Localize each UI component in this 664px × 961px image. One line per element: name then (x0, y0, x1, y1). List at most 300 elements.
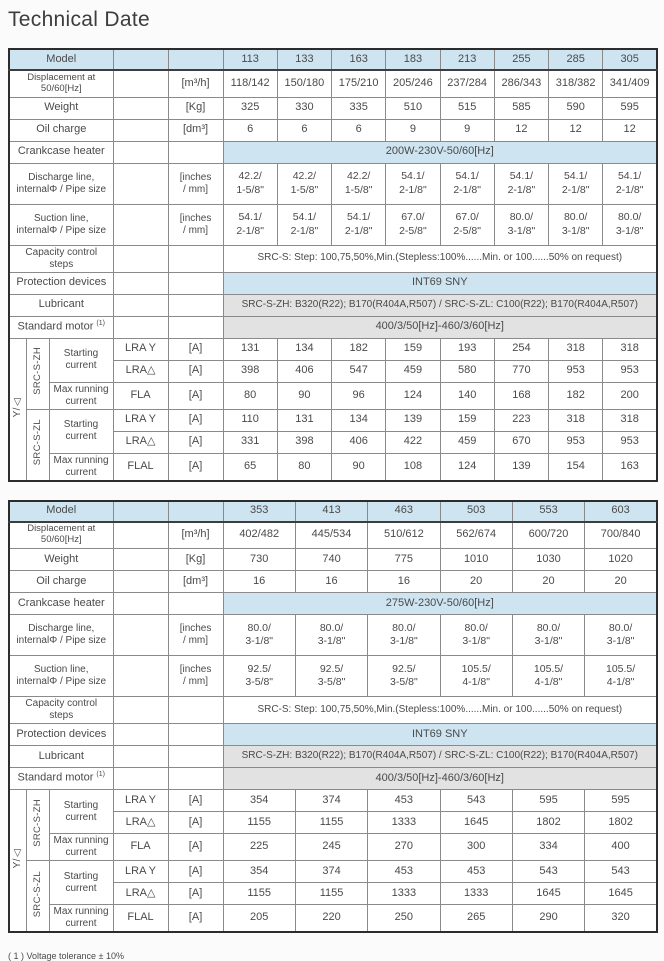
value-cell: 250 (368, 905, 440, 933)
value-cell: 80.0/ 3-1/8" (295, 615, 367, 656)
table-row (9, 382, 657, 409)
table-cell (113, 97, 168, 119)
value-cell: 182 (332, 338, 386, 360)
table-row (9, 697, 657, 724)
value-cell: 254 (494, 338, 548, 360)
value-cell: 42.2/ 1-5/8" (223, 163, 277, 204)
row-label-max-running-current: Max running current (49, 382, 113, 409)
table-row (9, 656, 657, 697)
value-cell: 105.5/ 4-1/8" (512, 656, 584, 697)
value-cell: 1802 (585, 812, 657, 834)
table-cell (113, 656, 168, 697)
table-row (9, 593, 657, 615)
value-cell: 1155 (295, 812, 367, 834)
row-label-lubricant: Lubricant (9, 746, 113, 768)
sub-label: FLAL (113, 453, 168, 481)
unit-cell: [inches / mm] (168, 615, 223, 656)
value-cell: 80.0/ 3-1/8" (585, 615, 657, 656)
value-cell: 96 (332, 382, 386, 409)
value-cell: 54.1/ 2-1/8" (494, 163, 548, 204)
value-cell: 770 (494, 360, 548, 382)
table-cell (168, 697, 223, 724)
unit-cell: [dm³] (168, 571, 223, 593)
value-cell: 54.1/ 2-1/8" (440, 163, 494, 204)
unit-cell: [A] (168, 360, 223, 382)
unit-cell: [inches / mm] (168, 656, 223, 697)
ydelta-label-text: Y/△ (11, 395, 23, 418)
merged-value-cell: SRC-S: Step: 100,75,50%,Min.(Stepless:100%......Min. or 100......50% on request) (223, 245, 657, 272)
row-label-standard-motor: Standard motor $^{(1)}$ (9, 316, 113, 338)
table-row (9, 834, 657, 861)
value-cell: 290 (512, 905, 584, 933)
group-label-src-s-zh-text: SRC-S-ZH (31, 347, 43, 396)
unit-cell: [A] (168, 431, 223, 453)
row-label-protection-devices: Protection devices (9, 272, 113, 294)
value-cell: 265 (440, 905, 512, 933)
ydelta-label-text: Y/△ (11, 847, 23, 869)
value-cell: 92.5/ 3-5/8" (295, 656, 367, 697)
table-row (9, 409, 657, 431)
unit-cell: [dm³] (168, 119, 223, 141)
value-cell: 134 (277, 338, 331, 360)
unit-cell: [A] (168, 453, 223, 481)
value-cell: 105.5/ 4-1/8" (585, 656, 657, 697)
model-cell: 133 (277, 49, 331, 70)
value-cell: 12 (494, 119, 548, 141)
unit-cell: [A] (168, 883, 223, 905)
table-cell (113, 571, 168, 593)
value-cell: 200 (603, 382, 657, 409)
table-cell (113, 768, 168, 790)
row-label-capacity-control: Capacity control steps (9, 697, 113, 724)
merged-value-cell: SRC-S-ZH: B320(R22); B170(R404A,R507) / SRC-S-ZL: C100(R22); B170(R404A,R507) (223, 746, 657, 768)
value-cell: 225 (223, 834, 295, 861)
value-cell: 590 (549, 97, 603, 119)
table-row (9, 119, 657, 141)
value-cell: 398 (223, 360, 277, 382)
value-cell: 398 (277, 431, 331, 453)
row-label-displacement: Displacement at 50/60[Hz] (9, 70, 113, 97)
value-cell: 6 (223, 119, 277, 141)
spec-table-1-container (8, 48, 656, 482)
value-cell: 354 (223, 861, 295, 883)
unit-cell: [A] (168, 834, 223, 861)
value-cell: 90 (332, 453, 386, 481)
table-cell (113, 204, 168, 245)
ydelta-label (9, 338, 26, 481)
table-row (9, 338, 657, 360)
table-cell (168, 316, 223, 338)
unit-cell: [A] (168, 861, 223, 883)
sub-label: LRA Y (113, 790, 168, 812)
table-cell (168, 49, 223, 70)
value-cell: 1645 (440, 812, 512, 834)
value-cell: 459 (386, 360, 440, 382)
sub-label: FLA (113, 834, 168, 861)
value-cell: 220 (295, 905, 367, 933)
row-label-standard-motor: Standard motor $^{(1)}$ (9, 768, 113, 790)
table-cell (168, 593, 223, 615)
value-cell: 124 (386, 382, 440, 409)
value-cell: 139 (494, 453, 548, 481)
value-cell: 330 (277, 97, 331, 119)
value-cell: 1333 (368, 883, 440, 905)
value-cell: 543 (440, 790, 512, 812)
value-cell: 374 (295, 790, 367, 812)
value-cell: 80.0/ 3-1/8" (440, 615, 512, 656)
value-cell: 953 (549, 360, 603, 382)
group-label-src-s-zh (26, 790, 49, 861)
value-cell: 223 (494, 409, 548, 431)
row-label-starting-current: Starting current (49, 338, 113, 382)
value-cell: 331 (223, 431, 277, 453)
value-cell: 237/284 (440, 70, 494, 97)
group-label-src-s-zl (26, 409, 49, 481)
unit-cell: [inches / mm] (168, 163, 223, 204)
value-cell: 510 (386, 97, 440, 119)
sub-label: LRA△ (113, 883, 168, 905)
value-cell: 54.1/ 2-1/8" (223, 204, 277, 245)
table-cell (113, 615, 168, 656)
value-cell: 168 (494, 382, 548, 409)
value-cell: 953 (549, 431, 603, 453)
value-cell: 953 (603, 360, 657, 382)
value-cell: 453 (440, 861, 512, 883)
table-cell (113, 119, 168, 141)
model-row-label: Model (9, 501, 113, 522)
value-cell: 124 (440, 453, 494, 481)
sub-label: FLAL (113, 905, 168, 933)
merged-value-cell: SRC-S: Step: 100,75,50%,Min.(Stepless:100%......Min. or 100......50% on request) (223, 697, 657, 724)
value-cell: 700/840 (585, 522, 657, 549)
value-cell: 1155 (295, 883, 367, 905)
value-cell: 422 (386, 431, 440, 453)
model-cell: 183 (386, 49, 440, 70)
table-row (9, 141, 657, 163)
value-cell: 6 (277, 119, 331, 141)
value-cell: 1333 (368, 812, 440, 834)
value-cell: 42.2/ 1-5/8" (277, 163, 331, 204)
table-row (9, 768, 657, 790)
table-row (9, 245, 657, 272)
row-label-starting-current: Starting current (49, 861, 113, 905)
table-row (9, 97, 657, 119)
group-label-src-s-zl (26, 861, 49, 933)
table-cell (168, 245, 223, 272)
table-cell (168, 768, 223, 790)
table-cell (168, 724, 223, 746)
value-cell: 1802 (512, 812, 584, 834)
value-cell: 953 (603, 431, 657, 453)
table-row (9, 746, 657, 768)
value-cell: 20 (585, 571, 657, 593)
merged-value-cell: 400/3/50[Hz]-460/3/60[Hz] (223, 316, 657, 338)
table-row (9, 615, 657, 656)
value-cell: 54.1/ 2-1/8" (549, 163, 603, 204)
ydelta-label (9, 790, 26, 933)
value-cell: 118/142 (223, 70, 277, 97)
table-row (9, 204, 657, 245)
value-cell: 1155 (223, 812, 295, 834)
row-label-oil-charge: Oil charge (9, 119, 113, 141)
table-cell (113, 272, 168, 294)
value-cell: 318 (549, 409, 603, 431)
value-cell: 205/246 (386, 70, 440, 97)
value-cell: 335 (332, 97, 386, 119)
value-cell: 193 (440, 338, 494, 360)
value-cell: 54.1/ 2-1/8" (386, 163, 440, 204)
value-cell: 16 (223, 571, 295, 593)
value-cell: 110 (223, 409, 277, 431)
unit-cell: [A] (168, 338, 223, 360)
row-label-weight: Weight (9, 97, 113, 119)
merged-value-cell: 275W-230V-50/60[Hz] (223, 593, 657, 615)
unit-cell: [A] (168, 790, 223, 812)
value-cell: 1030 (512, 549, 584, 571)
value-cell: 80.0/ 3-1/8" (512, 615, 584, 656)
value-cell: 182 (549, 382, 603, 409)
sub-label: LRA△ (113, 360, 168, 382)
table-row (9, 571, 657, 593)
value-cell: 80.0/ 3-1/8" (368, 615, 440, 656)
value-cell: 270 (368, 834, 440, 861)
value-cell: 9 (386, 119, 440, 141)
value-cell: 139 (386, 409, 440, 431)
table-cell (113, 49, 168, 70)
table-cell (113, 70, 168, 97)
row-label-starting-current: Starting current (49, 409, 113, 453)
row-label-discharge-line: Discharge line, internalΦ / Pipe size (9, 163, 113, 204)
table-cell (168, 501, 223, 522)
model-row-label: Model (9, 49, 113, 70)
value-cell: 67.0/ 2-5/8" (386, 204, 440, 245)
table-cell (113, 163, 168, 204)
value-cell: 1333 (440, 883, 512, 905)
sub-label: LRA Y (113, 409, 168, 431)
table-cell (168, 141, 223, 163)
value-cell: 12 (549, 119, 603, 141)
table-cell (113, 141, 168, 163)
model-cell: 255 (494, 49, 548, 70)
value-cell: 1020 (585, 549, 657, 571)
value-cell: 159 (386, 338, 440, 360)
value-cell: 775 (368, 549, 440, 571)
value-cell: 54.1/ 2-1/8" (603, 163, 657, 204)
value-cell: 42.2/ 1-5/8" (332, 163, 386, 204)
model-cell: 213 (440, 49, 494, 70)
value-cell: 92.5/ 3-5/8" (223, 656, 295, 697)
row-label-crankcase-heater: Crankcase heater (9, 593, 113, 615)
value-cell: 402/482 (223, 522, 295, 549)
spec-table-2 (8, 500, 658, 934)
row-label-max-running-current: Max running current (49, 453, 113, 481)
value-cell: 453 (368, 790, 440, 812)
sub-label: LRA△ (113, 431, 168, 453)
value-cell: 453 (368, 861, 440, 883)
group-label-src-s-zl-text: SRC-S-ZL (31, 870, 43, 917)
value-cell: 80.0/ 3-1/8" (494, 204, 548, 245)
value-cell: 80.0/ 3-1/8" (603, 204, 657, 245)
table-cell (113, 294, 168, 316)
model-cell: 285 (549, 49, 603, 70)
page-title: Technical Date (8, 8, 150, 31)
row-label-suction-line: Suction line, internalΦ / Pipe size (9, 656, 113, 697)
value-cell: 595 (512, 790, 584, 812)
value-cell: 80 (277, 453, 331, 481)
table-row (9, 453, 657, 481)
table-cell (113, 593, 168, 615)
table-cell (168, 294, 223, 316)
table-row (9, 522, 657, 549)
row-label-max-running-current: Max running current (49, 834, 113, 861)
value-cell: 54.1/ 2-1/8" (332, 204, 386, 245)
value-cell: 1010 (440, 549, 512, 571)
value-cell: 1155 (223, 883, 295, 905)
value-cell: 543 (585, 861, 657, 883)
value-cell: 245 (295, 834, 367, 861)
value-cell: 65 (223, 453, 277, 481)
value-cell: 80.0/ 3-1/8" (549, 204, 603, 245)
value-cell: 131 (223, 338, 277, 360)
value-cell: 600/720 (512, 522, 584, 549)
table-row (9, 724, 657, 746)
value-cell: 20 (512, 571, 584, 593)
row-label-discharge-line: Discharge line, internalΦ / Pipe size (9, 615, 113, 656)
value-cell: 1645 (585, 883, 657, 905)
value-cell: 67.0/ 2-5/8" (440, 204, 494, 245)
value-cell: 341/409 (603, 70, 657, 97)
value-cell: 140 (440, 382, 494, 409)
merged-value-cell: SRC-S-ZH: B320(R22); B170(R404A,R507) / SRC-S-ZL: C100(R22); B170(R404A,R507) (223, 294, 657, 316)
merged-value-cell: 200W-230V-50/60[Hz] (223, 141, 657, 163)
table-row (9, 905, 657, 933)
value-cell: 318 (603, 338, 657, 360)
row-label-crankcase-heater: Crankcase heater (9, 141, 113, 163)
unit-cell: [Kg] (168, 549, 223, 571)
table-row (9, 70, 657, 97)
value-cell: 154 (549, 453, 603, 481)
value-cell: 547 (332, 360, 386, 382)
unit-cell: [A] (168, 409, 223, 431)
value-cell: 300 (440, 834, 512, 861)
table-cell (168, 272, 223, 294)
footnote-marker: (1) (96, 771, 105, 779)
table-row (9, 549, 657, 571)
group-label-src-s-zh-text: SRC-S-ZH (31, 798, 43, 847)
value-cell: 585 (494, 97, 548, 119)
value-cell: 730 (223, 549, 295, 571)
model-cell: 603 (585, 501, 657, 522)
row-label-max-running-current: Max running current (49, 905, 113, 933)
sub-label: LRA Y (113, 861, 168, 883)
group-label-src-s-zl-text: SRC-S-ZL (31, 419, 43, 466)
table-cell (113, 245, 168, 272)
model-cell: 353 (223, 501, 295, 522)
model-cell: 305 (603, 49, 657, 70)
value-cell: 80.0/ 3-1/8" (223, 615, 295, 656)
unit-cell: [m³/h] (168, 70, 223, 97)
group-label-src-s-zh (26, 338, 49, 409)
value-cell: 318/382 (549, 70, 603, 97)
spec-table-2-container (8, 500, 656, 934)
value-cell: 374 (295, 861, 367, 883)
value-cell: 12 (603, 119, 657, 141)
value-cell: 740 (295, 549, 367, 571)
value-cell: 9 (440, 119, 494, 141)
value-cell: 445/534 (295, 522, 367, 549)
value-cell: 354 (223, 790, 295, 812)
table-row (9, 163, 657, 204)
value-cell: 163 (603, 453, 657, 481)
value-cell: 670 (494, 431, 548, 453)
unit-cell: [m³/h] (168, 522, 223, 549)
table-cell (113, 724, 168, 746)
unit-cell: [A] (168, 382, 223, 409)
row-label-starting-current: Starting current (49, 790, 113, 834)
row-label-oil-charge: Oil charge (9, 571, 113, 593)
table-cell (113, 746, 168, 768)
value-cell: 543 (512, 861, 584, 883)
value-cell: 595 (603, 97, 657, 119)
value-cell: 150/180 (277, 70, 331, 97)
row-label-protection-devices: Protection devices (9, 724, 113, 746)
row-label-lubricant: Lubricant (9, 294, 113, 316)
row-label-displacement: Displacement at 50/60[Hz] (9, 522, 113, 549)
merged-value-cell: INT69 SNY (223, 724, 657, 746)
row-label-suction-line: Suction line, internalΦ / Pipe size (9, 204, 113, 245)
value-cell: 92.5/ 3-5/8" (368, 656, 440, 697)
value-cell: 6 (332, 119, 386, 141)
value-cell: 134 (332, 409, 386, 431)
value-cell: 406 (332, 431, 386, 453)
value-cell: 562/674 (440, 522, 512, 549)
model-cell: 463 (368, 501, 440, 522)
value-cell: 1645 (512, 883, 584, 905)
model-cell: 113 (223, 49, 277, 70)
value-cell: 318 (603, 409, 657, 431)
unit-cell: [Kg] (168, 97, 223, 119)
value-cell: 334 (512, 834, 584, 861)
value-cell: 90 (277, 382, 331, 409)
value-cell: 108 (386, 453, 440, 481)
table-row (9, 861, 657, 883)
value-cell: 16 (368, 571, 440, 593)
merged-value-cell: INT69 SNY (223, 272, 657, 294)
table-cell (113, 549, 168, 571)
value-cell: 20 (440, 571, 512, 593)
table-cell (113, 697, 168, 724)
value-cell: 159 (440, 409, 494, 431)
value-cell: 205 (223, 905, 295, 933)
table-cell (113, 501, 168, 522)
table-row (9, 790, 657, 812)
model-cell: 503 (440, 501, 512, 522)
model-cell: 413 (295, 501, 367, 522)
value-cell: 80 (223, 382, 277, 409)
value-cell: 318 (549, 338, 603, 360)
merged-value-cell: 400/3/50[Hz]-460/3/60[Hz] (223, 768, 657, 790)
value-cell: 400 (585, 834, 657, 861)
value-cell: 16 (295, 571, 367, 593)
sub-label: FLA (113, 382, 168, 409)
table-cell (113, 522, 168, 549)
row-label-capacity-control: Capacity control steps (9, 245, 113, 272)
value-cell: 459 (440, 431, 494, 453)
spec-table-1 (8, 48, 658, 482)
value-cell: 515 (440, 97, 494, 119)
table-row (9, 294, 657, 316)
table-row (9, 49, 657, 70)
